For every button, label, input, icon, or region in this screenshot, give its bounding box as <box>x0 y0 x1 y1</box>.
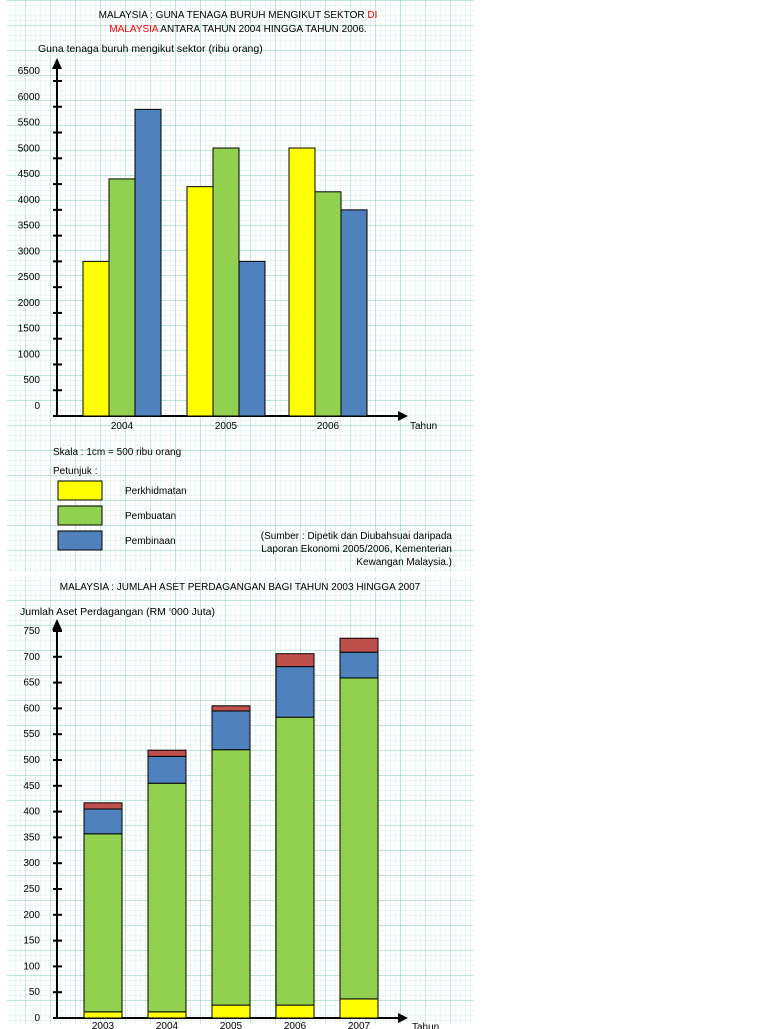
y-tick-label: 50 <box>28 987 40 999</box>
y-tick-label: 700 <box>23 651 40 663</box>
bar-segment-yellow-2005 <box>212 1005 250 1018</box>
y-tick-label: 1000 <box>17 349 40 361</box>
bar-perkhidmatan-2005 <box>187 187 213 416</box>
bar-segment-green-2007 <box>340 678 378 999</box>
y-tick-label: 3500 <box>17 220 40 232</box>
bar-segment-yellow-2004 <box>148 1012 186 1018</box>
chart-title-line2: MALAYSIA ANTARA TAHUN 2004 HINGGA TAHUN 2006. <box>109 24 367 35</box>
bar-pembinaan-2005 <box>239 261 265 416</box>
source-line-1: (Sumber : Dipetik dan Diubahsuai daripada <box>260 531 452 542</box>
bar-segment-blue-2007 <box>340 652 378 678</box>
x-tick-label: 2004 <box>155 1021 179 1029</box>
x-axis-title: Tahun <box>412 1022 440 1029</box>
bar-segment-blue-2004 <box>148 756 186 783</box>
y-tick-label: 250 <box>23 884 40 895</box>
legend-label-pembuatan: Pembuatan <box>125 511 177 522</box>
y-tick-label: 550 <box>23 729 40 741</box>
legend-title: Petunjuk : <box>53 466 98 477</box>
bar-perkhidmatan-2004 <box>83 261 109 416</box>
y-tick-label: 500 <box>23 375 40 387</box>
x-tick-label: 2005 <box>219 1021 243 1029</box>
y-tick-label: 150 <box>23 935 40 947</box>
y-tick-label: 1500 <box>17 323 40 335</box>
y-tick-label: 350 <box>23 832 40 844</box>
chart-panel-labour <box>7 0 474 572</box>
y-tick-label: 2000 <box>17 297 40 309</box>
bar-segment-red-2004 <box>148 750 186 756</box>
y-axis-title: Guna tenaga buruh mengikut sektor (ribu orang) <box>38 43 263 55</box>
legend-swatch-pembuatan <box>58 506 102 525</box>
y-tick-label: 6000 <box>17 91 40 103</box>
x-tick-label: 2006 <box>316 421 340 432</box>
bar-segment-yellow-2003 <box>84 1012 122 1018</box>
legend-swatch-perkhidmatan <box>58 481 102 500</box>
bar-segment-green-2005 <box>212 750 250 1005</box>
bar-pembuatan-2004 <box>109 179 135 416</box>
legend-swatch-pembinaan <box>58 531 102 550</box>
y-tick-label: 0 <box>34 1013 40 1024</box>
y-tick-label: 6500 <box>17 66 40 77</box>
y-tick-label: 450 <box>23 780 40 792</box>
bar-segment-red-2007 <box>340 638 378 652</box>
y-tick-label: 200 <box>23 909 40 921</box>
chart-title-line1: MALAYSIA : GUNA TENAGA BURUH MENGIKUT SEKTOR DI <box>98 10 378 21</box>
x-tick-label: 2007 <box>347 1021 371 1029</box>
bar-segment-green-2004 <box>148 783 186 1012</box>
bar-segment-yellow-2006 <box>276 1005 314 1018</box>
y-tick-label: 0 <box>34 401 40 412</box>
x-tick-label: 2005 <box>214 421 238 432</box>
source-line-3: Kewangan Malaysia.) <box>356 557 452 568</box>
y-tick-label: 300 <box>23 858 40 870</box>
y-tick-label: 4000 <box>17 194 40 206</box>
bar-segment-blue-2005 <box>212 711 250 750</box>
legend-label-perkhidmatan: Perkhidmatan <box>125 486 187 497</box>
y-tick-label: 5000 <box>17 143 40 155</box>
bar-segment-yellow-2007 <box>340 999 378 1018</box>
bar-perkhidmatan-2006 <box>289 148 315 416</box>
chart-panel-assets <box>7 577 474 1029</box>
bar-segment-red-2006 <box>276 654 314 667</box>
bar-segment-green-2006 <box>276 717 314 1005</box>
x-axis-title: Tahun <box>410 421 438 432</box>
bar-pembinaan-2006 <box>341 210 367 416</box>
bar-segment-blue-2003 <box>84 809 122 834</box>
y-tick-label: 500 <box>23 755 40 766</box>
y-tick-label: 3000 <box>17 246 40 258</box>
legend-label-pembinaan: Pembinaan <box>125 536 176 547</box>
y-axis-title: Jumlah Aset Perdagangan (RM ‘000 Juta) <box>20 606 215 618</box>
y-tick-label: 100 <box>23 961 40 973</box>
x-tick-label: 2003 <box>91 1021 115 1029</box>
scale-note: Skala : 1cm = 500 ribu orang <box>53 447 182 458</box>
y-tick-label: 5500 <box>17 117 40 129</box>
y-tick-label: 400 <box>23 806 40 818</box>
bar-pembuatan-2005 <box>213 148 239 416</box>
chart-title: MALAYSIA : JUMLAH ASET PERDAGANGAN BAGI TAHUN 2003 HINGGA 2007 <box>59 582 421 593</box>
y-tick-label: 750 <box>23 626 40 637</box>
y-tick-label: 2500 <box>17 272 40 284</box>
bar-pembinaan-2004 <box>135 109 161 416</box>
bar-pembuatan-2006 <box>315 192 341 416</box>
bar-segment-blue-2006 <box>276 667 314 718</box>
y-tick-label: 650 <box>23 677 40 689</box>
y-tick-label: 600 <box>23 703 40 715</box>
y-tick-label: 4500 <box>17 169 40 181</box>
source-line-2: Laporan Ekonomi 2005/2006, Kementerian <box>261 544 452 555</box>
x-tick-label: 2004 <box>110 421 134 432</box>
bar-segment-red-2005 <box>212 706 250 711</box>
bar-segment-red-2003 <box>84 803 122 809</box>
bar-segment-green-2003 <box>84 834 122 1012</box>
x-tick-label: 2006 <box>283 1021 307 1029</box>
